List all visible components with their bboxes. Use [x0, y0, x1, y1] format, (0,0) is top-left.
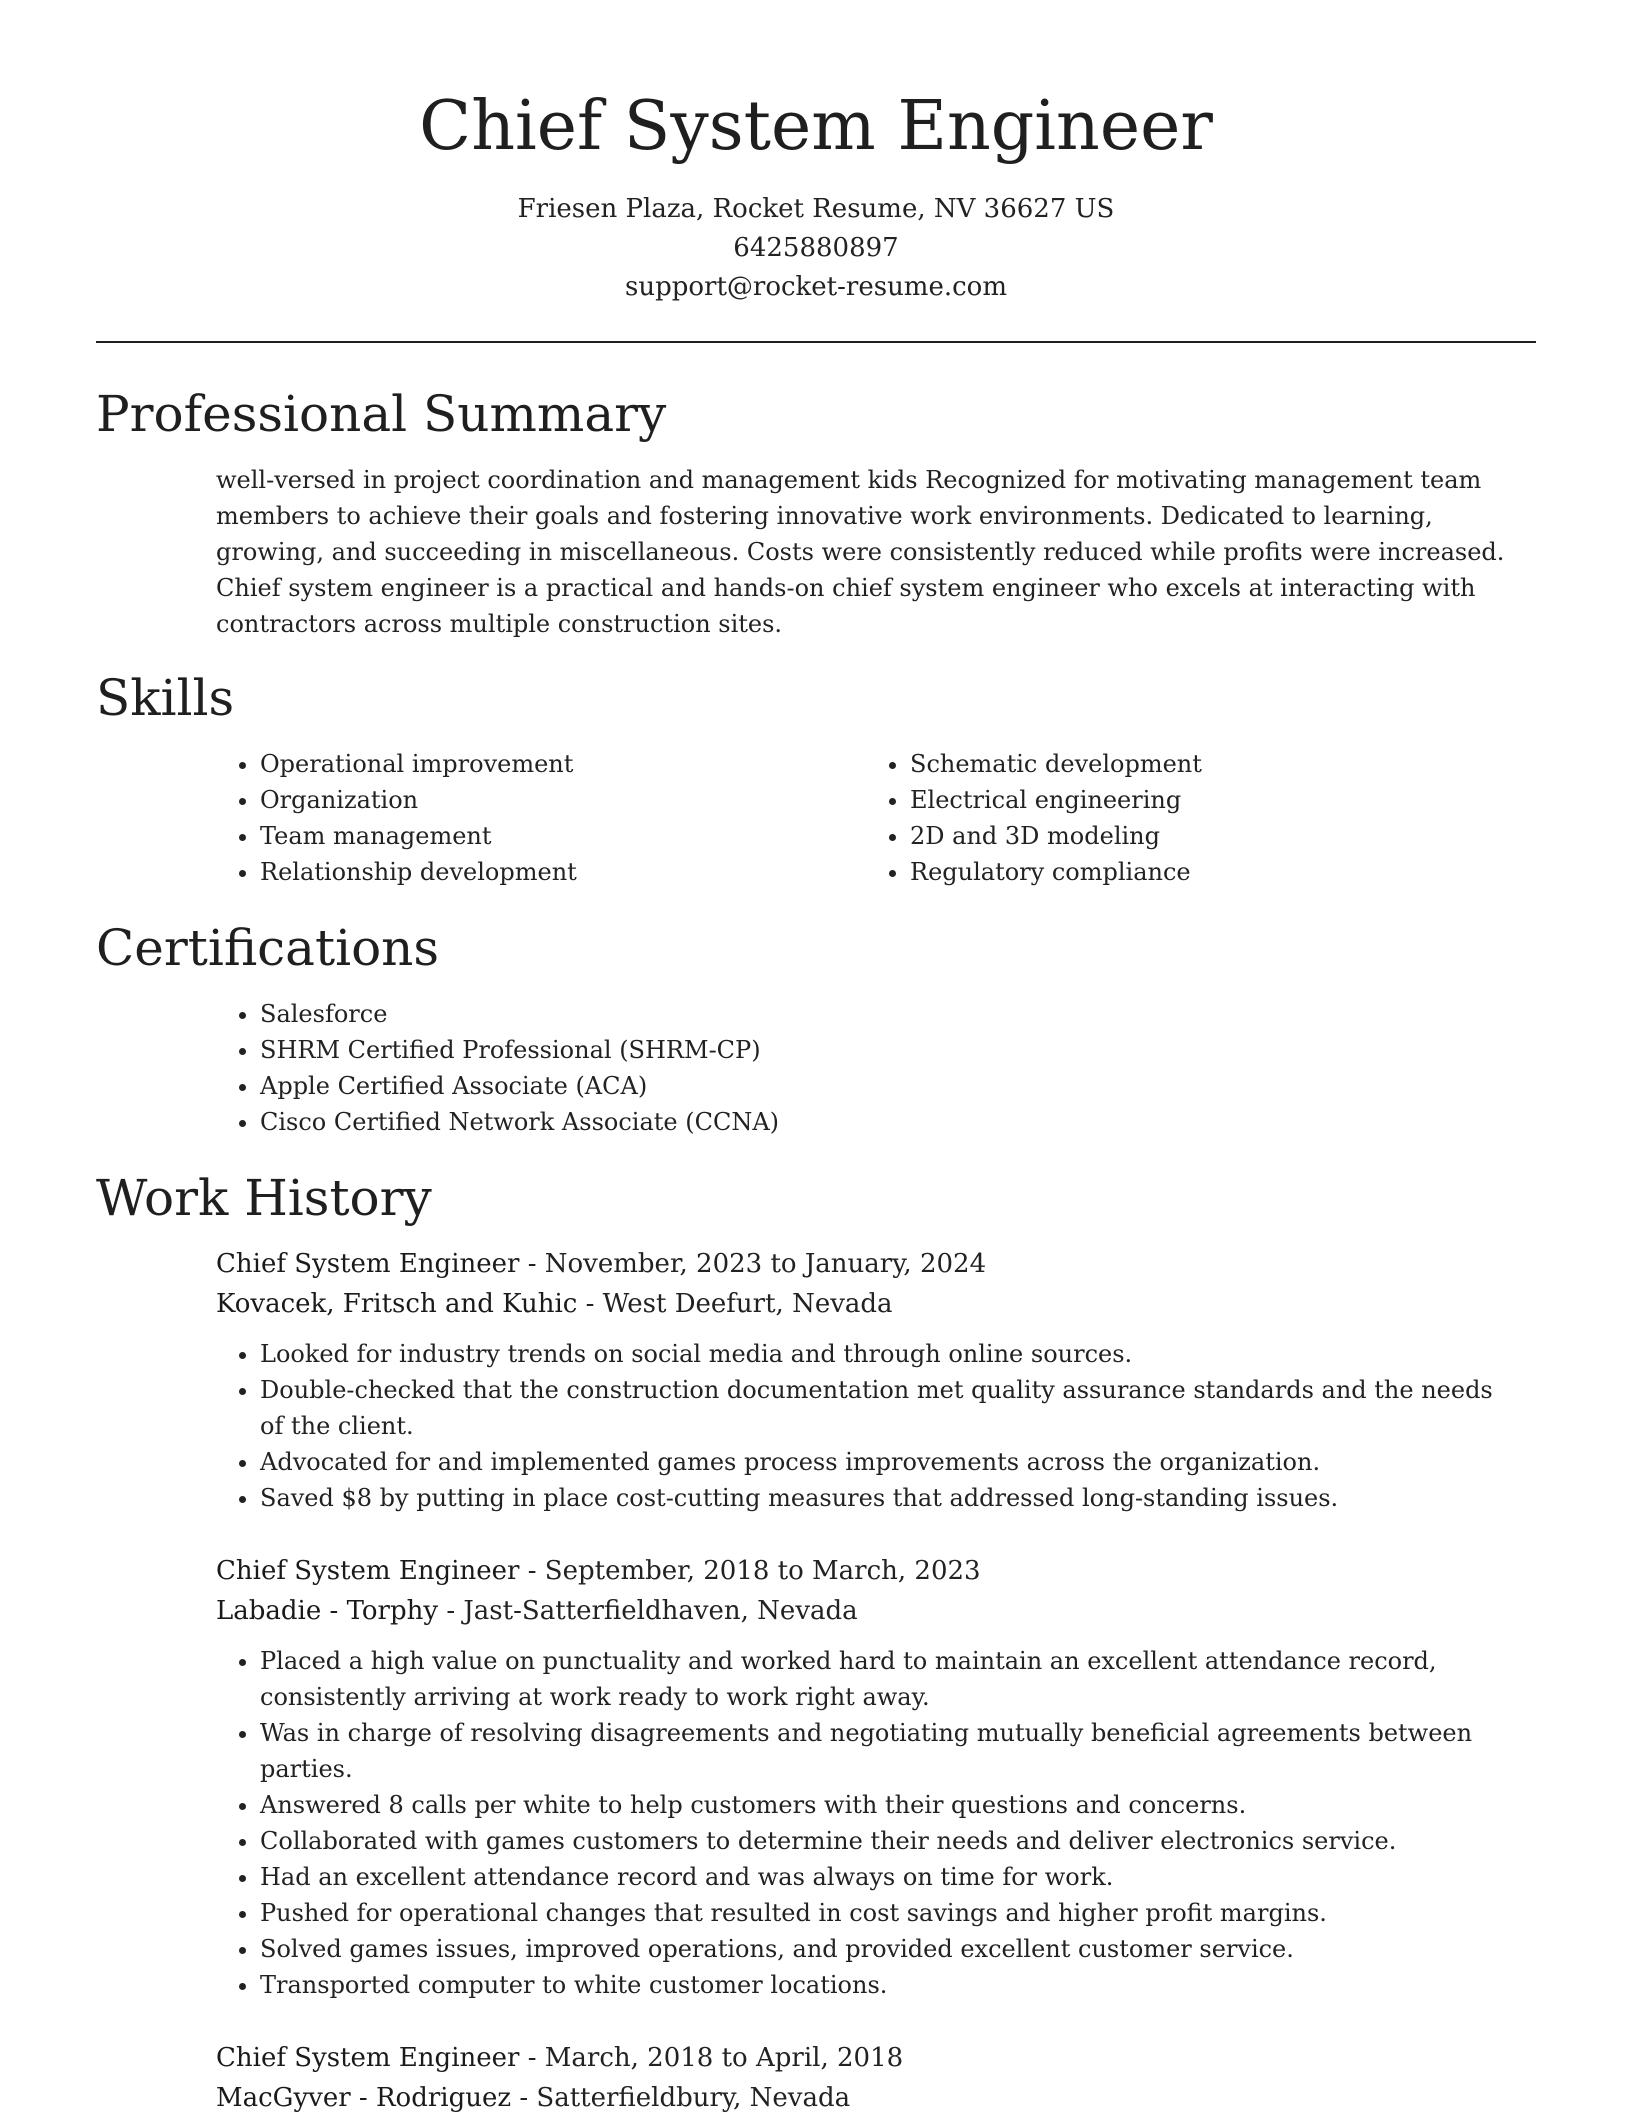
contact-email: support@rocket-resume.com [624, 272, 1007, 302]
certification-item: • SHRM Certified Professional (SHRM-CP) [260, 1032, 1416, 1068]
job-location: - Jast-Satterfieldhaven, Nevada [438, 1596, 858, 1626]
skills-list-right [866, 746, 1486, 890]
job-title-line [216, 2038, 1516, 2078]
job-dates: - November, 2023 to January, 2024 [519, 1249, 987, 1279]
job-company: Labadie - Torphy [216, 1596, 439, 1626]
contact-address: Friesen Plaza, Rocket Resume, NV 36627 US [517, 194, 1115, 224]
skill-item: • Team management [260, 818, 836, 854]
job-bullet: • Answered 8 calls per white to help customers with their questions and concerns. [260, 1787, 1516, 1823]
job-dates: - March, 2018 to April, 2018 [519, 2043, 904, 2073]
job-bullet: • Placed a high value on punctuality and worked hard to maintain an excellent attendance record, consistently arriving at work ready to work right away. [260, 1643, 1516, 1715]
job-location: - Satterfieldbury, Nevada [511, 2083, 851, 2113]
job-role: Chief System Engineer [216, 1556, 520, 1586]
skill-item: • Relationship development [260, 854, 836, 890]
job-company: Kovacek, Fritsch and Kuhic [216, 1289, 578, 1319]
job-company-line [216, 1284, 1516, 1324]
skills-heading: Skills [96, 669, 235, 727]
skills-list-left [216, 746, 836, 890]
job-bullet: • Collaborated with games customers to determine their needs and deliver electronics service. [260, 1823, 1516, 1859]
contact-phone: 6425880897 [733, 233, 899, 263]
skills-left-column [216, 746, 836, 890]
job-entry [216, 1551, 1516, 2003]
job-company: MacGyver - Rodriguez [216, 2083, 512, 2113]
skill-item: • Schematic development [910, 746, 1486, 782]
certifications-block [216, 996, 1416, 1140]
work-history-heading: Work History [96, 1169, 432, 1227]
job-bullet: • Had an excellent attendance record and was always on time for work. [260, 1859, 1516, 1895]
certification-item: • Apple Certified Associate (ACA) [260, 1068, 1416, 1104]
job-entry [216, 2038, 1516, 2118]
skill-item: • 2D and 3D modeling [910, 818, 1486, 854]
job-dates: - September, 2018 to March, 2023 [519, 1556, 981, 1586]
job-bullet: • Solved games issues, improved operations, and provided excellent customer service. [260, 1931, 1516, 1967]
summary-heading: Professional Summary [96, 385, 667, 443]
job-bullets [216, 1336, 1516, 1516]
job-bullet: • Advocated for and implemented games process improvements across the organization. [260, 1444, 1516, 1480]
job-location: - West Deefurt, Nevada [577, 1289, 893, 1319]
certification-item: • Salesforce [260, 996, 1416, 1032]
skill-item: • Organization [260, 782, 836, 818]
skill-item: • Operational improvement [260, 746, 836, 782]
job-role: Chief System Engineer [216, 1249, 520, 1279]
job-bullet: • Transported computer to white customer locations. [260, 1967, 1516, 2003]
job-bullet: • Looked for industry trends on social media and through online sources. [260, 1336, 1516, 1372]
certification-item: • Cisco Certified Network Associate (CCNA) [260, 1104, 1416, 1140]
job-role: Chief System Engineer [216, 2043, 520, 2073]
header-divider [96, 341, 1536, 343]
job-bullet: • Double-checked that the construction documentation met quality assurance standards and the needs of the client. [260, 1372, 1516, 1444]
skill-item: • Regulatory compliance [910, 854, 1486, 890]
resume-header [0, 0, 1632, 307]
skills-right-column [866, 746, 1486, 890]
job-title-line [216, 1244, 1516, 1284]
job-entry [216, 1244, 1516, 1516]
job-bullets [216, 1643, 1516, 2003]
summary-text: well-versed in project coordination and management kids Recognized for motivating management team members to achieve their goals and fostering innovative work environments. Dedicated to learning, growing, and succeeding in miscellaneous. Costs were consistently reduced while profits were increased. Chief system engineer is a practical and hands-on chief system engineer who excels at interacting with contractors across multiple construction sites. [216, 466, 1505, 638]
contact-info [0, 190, 1632, 307]
job-bullet: • Saved $8 by putting in place cost-cutting measures that addressed long-standing issues. [260, 1480, 1516, 1516]
certifications-list [216, 996, 1416, 1140]
job-bullet: • Was in charge of resolving disagreements and negotiating mutually beneficial agreements between parties. [260, 1715, 1516, 1787]
skill-item: • Electrical engineering [910, 782, 1486, 818]
job-company-line [216, 2078, 1516, 2118]
job-bullet: • Pushed for operational changes that resulted in cost savings and higher profit margins. [260, 1895, 1516, 1931]
job-title-line [216, 1551, 1516, 1591]
job-company-line [216, 1591, 1516, 1631]
certifications-heading: Certifications [96, 919, 440, 977]
candidate-name: Chief System Engineer [419, 87, 1213, 166]
